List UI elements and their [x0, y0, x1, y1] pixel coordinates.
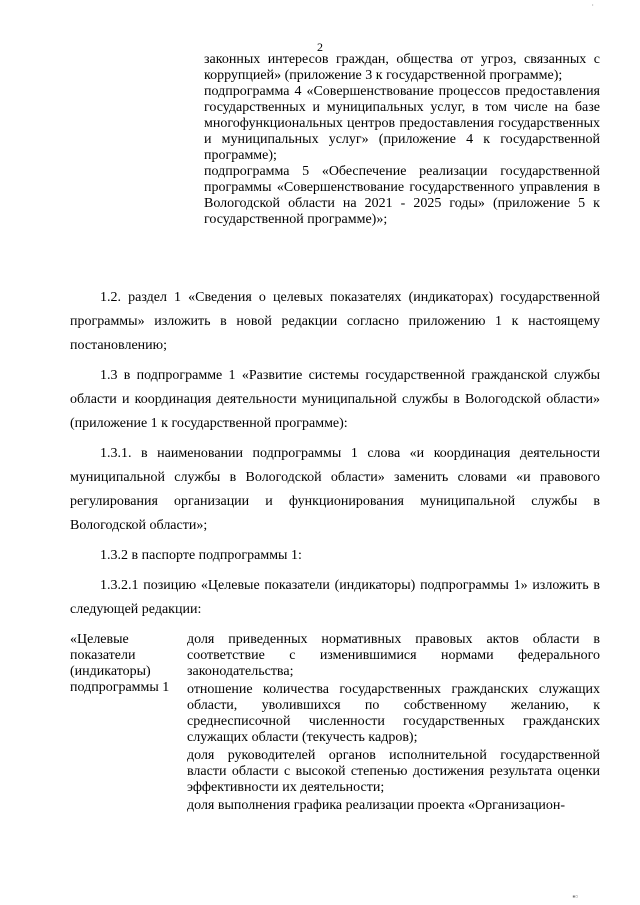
body-paragraph: 1.2. раздел 1 «Сведения о целевых показателях (индикаторах) государственной программы» изложить в новой редакции согласно приложению 1 к настоящему постановлению; — [70, 290, 600, 353]
passport-label: «Целевые показатели (индикаторы) подпрограммы 1 — [70, 632, 170, 695]
indicator-item: доля руководителей органов исполнительной государственной власти области с высокой степенью достижения результата оценки эффективности их деятельности; — [187, 748, 600, 795]
intro-paragraph: законных интересов граждан, общества от угроз, связанных с коррупцией» (приложение 3 к государственной программе); — [204, 52, 600, 83]
passport-position-table — [70, 632, 600, 816]
page-number: 2 — [317, 40, 323, 54]
body-paragraph: 1.3 в подпрограмме 1 «Развитие системы государственной гражданской службы области и координация деятельности муниципальной службы в Вологодской области» (приложение 1 к государственной программе): — [70, 368, 600, 431]
indicator-item: доля выполнения графика реализации проекта «Организацион- — [187, 798, 565, 813]
scan-mark-bottom: ▪▫ — [572, 892, 578, 901]
indicator-item: отношение количества государственных гражданских служащих области, уволившихся по собственному желанию, к среднесписочной численности государственных гражданских служащих области (текучесть кадров); — [187, 682, 600, 745]
passport-values — [187, 632, 600, 816]
intro-paragraph: подпрограмма 5 «Обеспечение реализации государственной программы «Совершенствование государственного управления в Вологодской области на 2021 - 2025 годы» (приложение 5 к государственной программе)»; — [204, 164, 600, 227]
body-paragraph: 1.3.2 в паспорте подпрограммы 1: — [100, 548, 302, 563]
subprogram-list — [204, 52, 600, 228]
intro-paragraph: подпрограмма 4 «Совершенствование процессов предоставления государственных и муниципальных услуг, в том числе на базе многофункциональных центров предоставления государственных и муниципальных услуг» (приложение 4 к государственной программе); — [204, 84, 600, 163]
document-body — [70, 286, 600, 628]
body-paragraph: 1.3.1. в наименовании подпрограммы 1 слова «и координация деятельности муниципальной службы в Вологодской области» заменить словами «и правового регулирования организации и функционирования муниципальной службы в Вологодской области»; — [70, 446, 600, 533]
scan-mark-top: · — [591, 1, 594, 10]
indicator-item: доля приведенных нормативных правовых актов области в соответствие с изменившимися нормами федерального законодательства; — [187, 632, 600, 679]
body-paragraph: 1.3.2.1 позицию «Целевые показатели (индикаторы) подпрограммы 1» изложить в следующей редакции: — [70, 578, 600, 617]
